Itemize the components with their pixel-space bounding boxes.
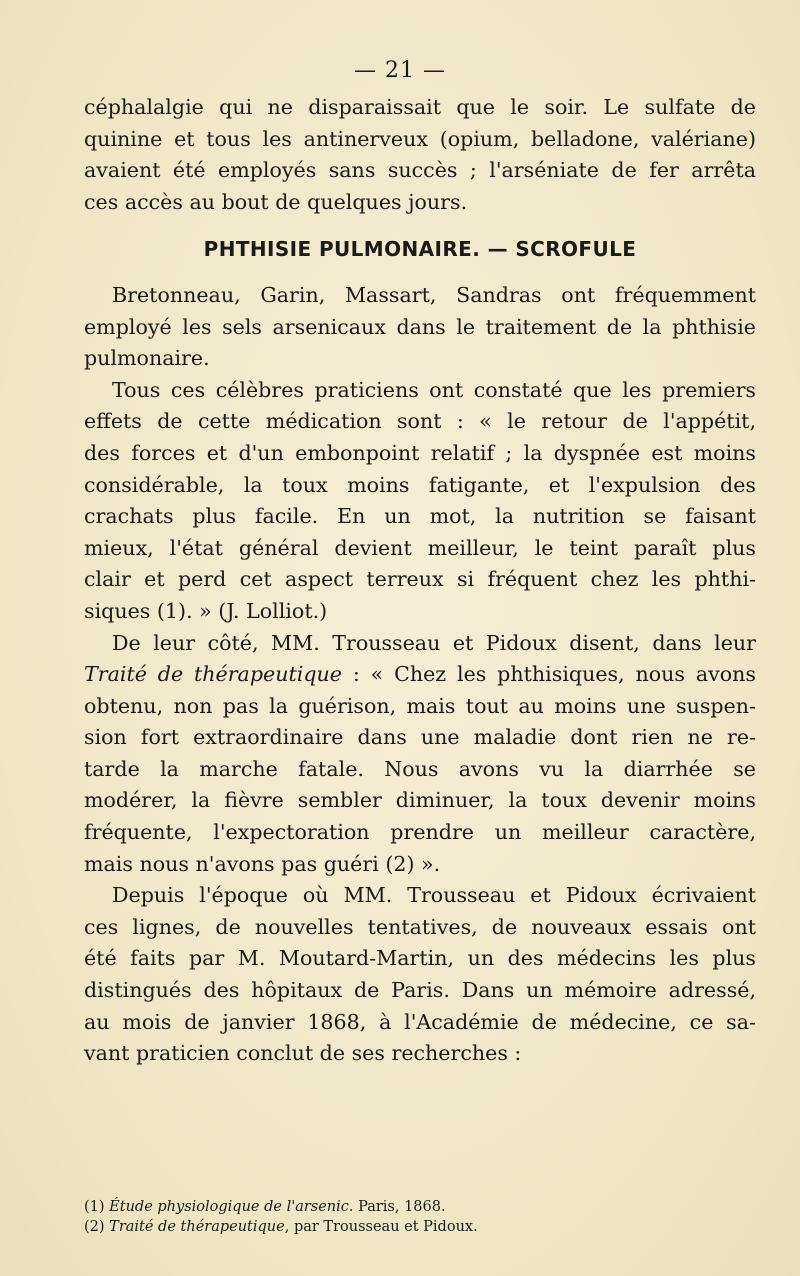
text-line: mieux, l'état général devient meilleur, le teint paraît plus [84,535,756,560]
body-text [84,92,756,1070]
text-line: céphalalgie qui ne disparaissait que le soir. Le sulfate de [84,95,756,119]
footnote-rest: . Paris, 1868. [348,1199,446,1215]
text-line: mais nous n'avons pas guéri (2) ». [84,851,441,876]
text-line: fréquente, l'expectoration prendre un meilleur caractère, [84,820,756,845]
text-line: crachats plus facile. En un mot, la nutrition se faisant [84,504,756,529]
text-line: Bretonneau, Garin, Massart, Sandras ont fréquemment [112,282,756,307]
text-line: sion fort extraordinaire dans une maladie dont rien ne re- [84,725,756,750]
page-number: — 21 — [354,58,446,83]
text-line: ces lignes, de nouvelles tentatives, de nouveaux essais ont [84,914,756,939]
text-line: clair et perd cet aspect terreux si fréquent chez les phthi- [84,567,756,592]
text-line [84,659,756,691]
section-heading: PHTHISIE PULMONAIRE. — SCROFULE [203,237,637,262]
text-line: De leur côté, MM. Trousseau et Pidoux disent, dans leur [112,630,756,655]
text-line: quinine et tous les antinerveux (opium, belladone, valériane) [84,126,756,151]
text-line: ces accès au bout de quelques jours. [84,189,468,214]
text-line: modérer, la fièvre sembler diminuer, la toux devenir moins [84,788,756,813]
text-line: Depuis l'époque où MM. Trousseau et Pidoux écrivaient [112,883,756,908]
footnote-title: Étude physiologique de l'arsenic [109,1199,349,1215]
text-line: au mois de janvier 1868, à l'Académie de médecine, ce sa- [84,1009,756,1034]
footnote [84,1197,756,1217]
footnote-mark: (2) [84,1219,110,1235]
text-line: effets de cette médication sont : « le retour de l'appétit, [84,409,756,434]
text-line: vant praticien conclut de ses recherches : [84,1041,522,1066]
footnote [84,1217,756,1237]
text-line: distingués des hôpitaux de Paris. Dans un mémoire adressé, [84,978,756,1003]
text-line: pulmonaire. [84,346,210,371]
text-line: tarde la marche fatale. Nous avons vu la diarrhée se [84,756,756,781]
footnote-rest: , par Trousseau et Pidoux. [284,1219,478,1235]
text-line: considérable, la toux moins fatigante, et l'expulsion des [84,472,756,497]
text-line: Tous ces célèbres praticiens ont constaté que les premiers [112,377,756,402]
footnote-title: Traité de thérapeutique [109,1219,285,1235]
text-line: des forces et d'un embonpoint relatif ; la dyspnée est moins [84,440,756,465]
book-title: Traité de thérapeutique [84,662,342,687]
text-fragment: : « Chez les phthisiques, nous avons [341,662,756,687]
text-line: siques (1). » (J. Lolliot.) [84,598,328,623]
text-line: employé les sels arsenicaux dans le traitement de la phthisie [84,314,756,339]
footnotes [84,1197,756,1237]
text-line: avaient été employés sans succès ; l'arséniate de fer arrêta [84,158,756,183]
footnote-mark: (1) [84,1199,110,1215]
text-line: obtenu, non pas la guérison, mais tout au moins une suspen- [84,693,756,718]
text-line: été faits par M. Moutard-Martin, un des médecins les plus [84,946,756,971]
